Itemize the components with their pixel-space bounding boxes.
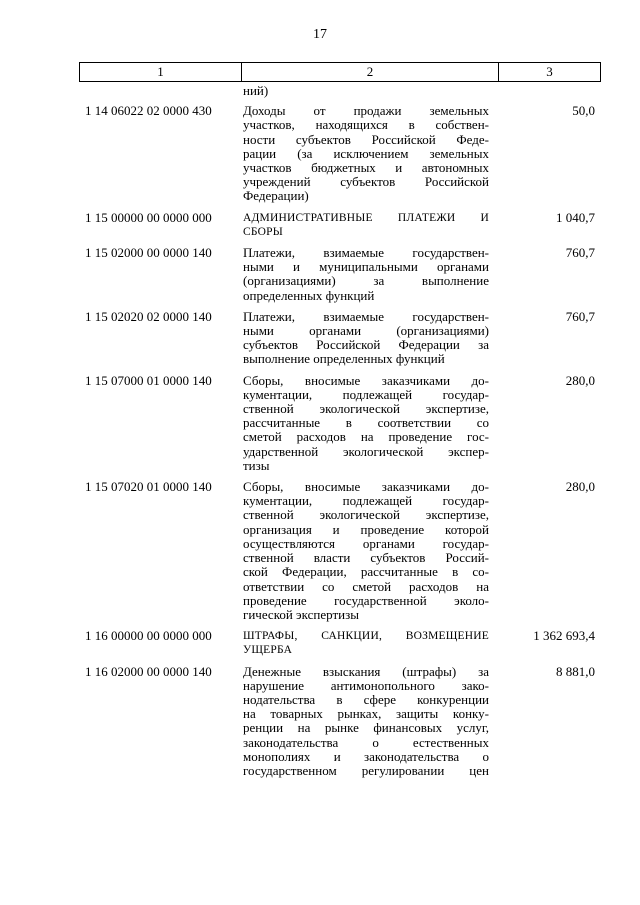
description-line: тизы [243,457,270,473]
description-line: ными органами (организациями) [243,323,489,339]
row-amount: 760,7 [565,308,595,324]
description-line: Доходы от продажи земельных [243,103,489,119]
table-row [79,374,601,473]
row-code: 1 15 02000 00 0000 140 [85,245,212,261]
table-row [79,629,601,657]
row-amount: 1 362 693,4 [533,628,595,644]
description-line: выполнение определенных функций [243,351,445,367]
header-col-2: 2 [242,63,499,81]
row-description [243,104,489,203]
description-line: участков бюджетных и автономных [243,160,489,176]
description-line: ренции на рынке финансовых услуг, [243,720,489,736]
description-line: Денежные взыскания (штрафы) за [243,663,489,679]
description-line: кументации, подлежащей государ- [243,386,489,402]
table-row [79,480,601,622]
description-line: Платежи, взимаемые государствен- [243,245,489,261]
table-row [79,665,601,779]
description-line: нодательства в сфере конкуренции [243,691,489,707]
page-number: 17 [313,27,327,42]
table-row [79,104,601,203]
description-line: нарушение антимонопольного зако- [243,677,489,693]
row-description [243,665,489,779]
continuation-row [79,84,601,98]
row-description [243,246,489,303]
table-row [79,246,601,303]
row-amount: 8 881,0 [556,663,595,679]
continuation-text: ний) [243,83,269,98]
description-line: определенных функций [243,287,375,303]
description-line: СБОРЫ [243,225,283,238]
description-line: ными и муниципальными органами [243,259,489,275]
description-line: рассчитанные в соответствии со [243,415,489,431]
row-code: 1 16 02000 00 0000 140 [85,663,212,679]
description-line: ности субъектов Российской Феде- [243,131,489,147]
description-line: ственной экологической экспертизе, [243,401,489,417]
row-amount: 280,0 [565,479,595,495]
row-code: 1 15 02020 02 0000 140 [85,308,212,324]
row-amount: 1 040,7 [556,209,595,225]
description-line: Платежи, взимаемые государствен- [243,308,489,324]
description-line: ударственной экологической экспер- [243,443,489,459]
row-description [243,310,489,367]
table-header [79,62,601,82]
description-line: кументации, подлежащей государ- [243,493,489,509]
row-code: 1 16 00000 00 0000 000 [85,628,212,644]
description-line: АДМИНИСТРАТИВНЫЕ ПЛАТЕЖИ И [243,211,489,224]
description-line: ской Федерации, рассчитанные в со- [243,564,489,580]
description-line: государственном регулировании цен [243,762,489,778]
description-line: ответствии со сметой расходов на [243,578,489,594]
header-col-1: 1 [80,63,242,81]
description-line: на товарных рынках, защиты конку- [243,706,489,722]
row-code: 1 15 07000 01 0000 140 [85,372,212,388]
description-line: УЩЕРБА [243,644,293,657]
row-description [243,629,489,657]
description-line: монополиях и законодательства о [243,748,489,764]
row-code: 1 15 00000 00 0000 000 [85,209,212,225]
row-description [243,480,489,622]
row-amount: 280,0 [565,372,595,388]
table-body [79,84,601,778]
description-line: осуществляются органами государ- [243,535,489,551]
description-line: участков, находящихся в собствен- [243,117,489,133]
table-row [79,211,601,239]
description-line: ШТРАФЫ, САНКЦИИ, ВОЗМЕЩЕНИЕ [243,630,489,643]
table-row [79,310,601,367]
row-amount: 760,7 [565,245,595,261]
description-line: сметой расходов на проведение гос- [243,429,489,445]
description-line: законодательства о естественных [243,734,489,750]
description-line: Сборы, вносимые заказчиками до- [243,479,489,495]
description-line: учреждений субъектов Российской [243,174,489,190]
row-description [243,374,489,473]
description-line: проведение государственной эколо- [243,592,489,608]
description-line: гической экспертизы [243,606,359,622]
row-description [243,211,489,239]
row-code: 1 14 06022 02 0000 430 [85,103,212,119]
description-line: субъектов Российской Федерации за [243,337,489,353]
row-amount: 50,0 [572,103,595,119]
header-col-3: 3 [546,64,553,79]
row-code: 1 15 07020 01 0000 140 [85,479,212,495]
description-line: Сборы, вносимые заказчиками до- [243,372,489,388]
description-line: Федерации) [243,188,309,204]
description-line: ственной власти субъектов Россий- [243,550,489,566]
description-line: организация и проведение которой [243,521,489,537]
description-line: ственной экологической экспертизе, [243,507,489,523]
description-line: рации (за исключением земельных [243,145,489,161]
description-line: (организациями) за выполнение [243,273,489,289]
